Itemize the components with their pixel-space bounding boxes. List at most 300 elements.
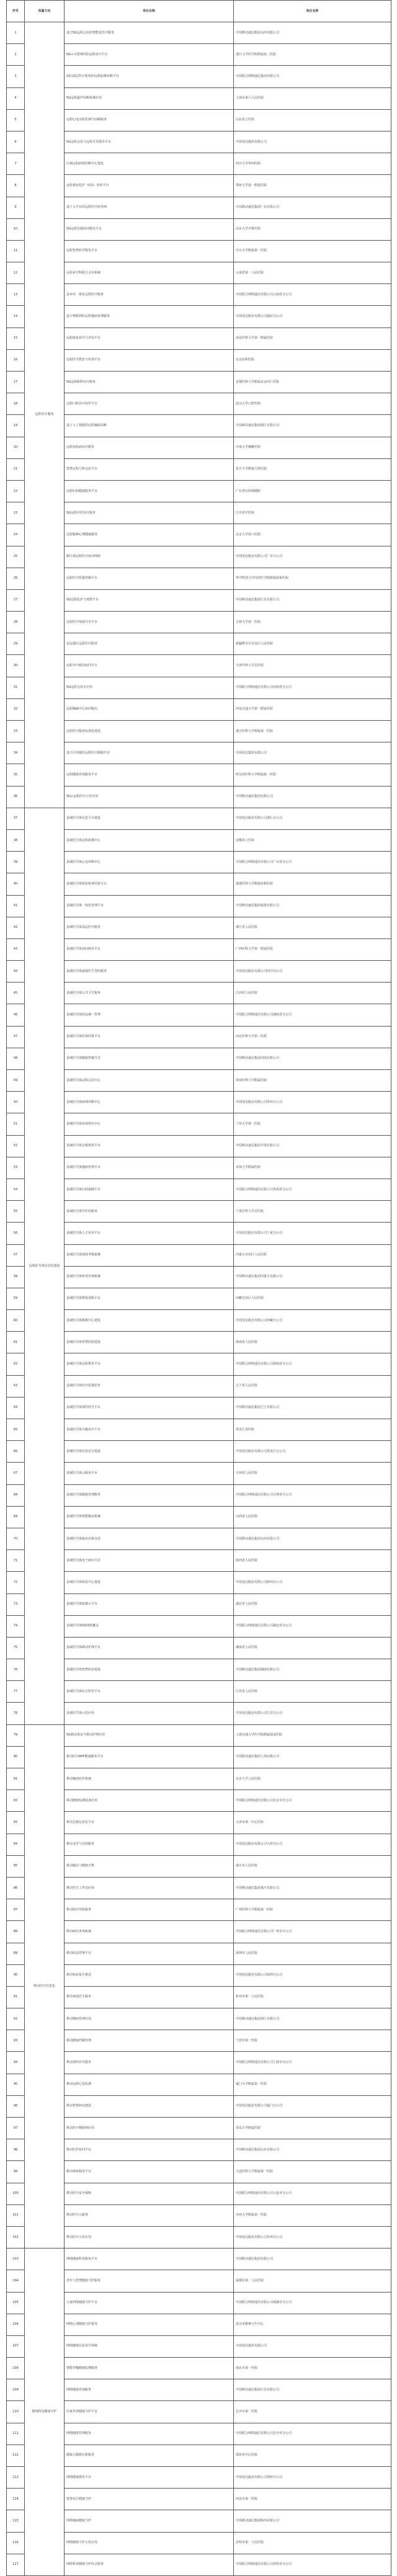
unit-name: 中国电信股份有限公司厦门分公司 [234,2095,391,2117]
table-row [7,480,391,502]
project-name: 远程精神心理健康服务 [65,524,234,546]
row-number: 59 [7,1288,25,1309]
project-name: 远程健康咨询服务平台 [65,764,234,786]
table-row [7,2423,391,2445]
row-number: 43 [7,938,25,960]
row-number: 82 [7,1790,25,1812]
row-number: 33 [7,721,25,742]
table-row [7,1528,391,1549]
unit-name: 湖北省人民医院 [234,1593,391,1615]
row-number: 30 [7,655,25,677]
project-name: 移动远程心电监测 [65,2074,234,2095]
project-name: 县域医共体预约挂号平台 [65,1397,234,1419]
unit-name: 中国电信集团有限公司 [234,2335,391,2357]
row-number: 88 [7,1921,25,1943]
row-number: 93 [7,2030,25,2052]
unit-name: 江苏省人民医院 [234,1681,391,1703]
header-project: 项目名称 [65,1,234,22]
row-number: 34 [7,742,25,764]
project-name: 区域远程病理诊断中心建设 [65,153,234,175]
table-row [7,917,391,938]
row-number: 105 [7,2292,25,2314]
project-name: 远程卒中救治协同平台 [65,655,234,677]
row-number: 17 [7,372,25,393]
table-row [7,372,391,393]
project-name: 县乡村一体化远程医疗服务 [65,284,234,306]
unit-name: 北京大学第六医院 [234,524,391,546]
row-number: 9 [7,197,25,218]
project-name: 县域医共体智能随访系统 [65,1506,234,1528]
header-direction: 所属方向 [25,1,65,22]
table-row [7,1463,391,1484]
unit-name: 中国移动通信集团上海有限公司 [234,1746,391,1768]
project-name: 移动检验报告推送 [65,1964,234,1986]
row-number: 67 [7,1463,25,1484]
unit-name: 中国联合网络通信有限公司昆明市分公司 [234,2554,391,2575]
project-name: 县域医共体消毒供应中心 [65,1113,234,1135]
table-row [7,1681,391,1703]
row-number: 25 [7,546,25,568]
table-row [7,1332,391,1353]
project-name: 县域医共体检验检查结果互认 [65,873,234,895]
row-number: 41 [7,895,25,917]
table-row [7,721,391,742]
project-name: 网络健康科普服务平台 [65,2248,234,2270]
project-name: 基于人工智能的远程辅助诊断 [65,415,234,437]
project-name: 5G远程眼科诊疗服务 [65,372,234,393]
table-row [7,1201,391,1223]
unit-name: 南京市第一医院 [234,2358,391,2379]
table-body [7,22,391,2576]
unit-name: 中国电信股份有限公司广东分公司 [234,546,391,568]
direction-cell: 县域医共体信息化建设 [25,808,65,1724]
row-number: 74 [7,1615,25,1637]
row-number: 66 [7,1441,25,1463]
unit-name: 中国电信股份有限公司陕西分公司 [234,1572,391,1593]
unit-name: 吉林省人民医院 [234,1463,391,1484]
table-row [7,1986,391,2008]
table-row [7,1353,391,1375]
project-name: 县域医共体5G网络覆盖 [65,1615,234,1637]
table-row [7,1266,391,1288]
project-name: 5G移动查房与移动护理应用 [65,1724,234,1746]
project-name: 移动医疗安全保障 [65,2183,234,2204]
row-number: 52 [7,1135,25,1157]
project-name: 远程心电实时监测与诊断服务 [65,109,234,131]
unit-name: 中国联合网络通信有限公司广州市分公司 [234,1921,391,1943]
project-name: 县域医共体心电诊断中心 [65,852,234,873]
unit-name: 郑州大学第一附属医院 [234,175,391,197]
row-number: 101 [7,2204,25,2226]
project-name: 县域医共体综合监管平台 [65,1681,234,1703]
unit-name: 云南省第一人民医院 [234,262,391,284]
unit-name: 中国联合网络通信有限公司云南省分公司 [234,284,391,306]
table-row [7,698,391,720]
project-name: 县域医共体远程教育平台 [65,1353,234,1375]
project-name: 跨区域远程医疗协同网络 [65,546,234,568]
unit-name: 新疆维吾尔自治区人民医院 [234,633,391,655]
unit-name: 陕西省人民医院 [234,1550,391,1572]
project-name: 移动病历查询系统 [65,1921,234,1943]
row-number: 53 [7,1157,25,1179]
unit-name: 西藏自治区人民医院 [234,1288,391,1309]
project-name: 5G+互联网医院远程诊疗平台 [65,44,234,66]
row-number: 58 [7,1266,25,1288]
project-name: 县域医共体信息平台建设 [65,808,234,829]
project-name: 远程口腔诊疗协作平台 [65,393,234,415]
row-number: 90 [7,1964,25,1986]
unit-name: 中国电信股份有限公司江苏分公司 [234,1703,391,1724]
row-number: 116 [7,2532,25,2554]
row-number: 38 [7,829,25,851]
project-name: 基于云平台的远程医疗协作网 [65,197,234,218]
row-number: 8 [7,175,25,197]
project-name: 县域医共体信息安全建设 [65,1441,234,1463]
row-number: 80 [7,1746,25,1768]
table-row [7,1703,391,1724]
project-name: 县域医共体双向转诊平台 [65,938,234,960]
row-number: 71 [7,1550,25,1572]
project-name: 县域医共体药品统一管理 [65,1004,234,1026]
row-number: 22 [7,480,25,502]
project-name: 远程皮肤病诊疗服务 [65,437,234,458]
table-row [7,961,391,983]
table-row [7,1004,391,1026]
table-row [7,1877,391,1899]
table-row [7,1441,391,1463]
unit-name: 西安市第一医院 [234,2489,391,2510]
table-row [7,1724,391,1746]
table-row [7,1921,391,1943]
project-name: 5G远程超声诊断系统应用 [65,87,234,109]
direction-cell: 移动医疗信息化 [25,1724,65,2248]
row-number: 112 [7,2445,25,2466]
unit-name: 福建医科大学附属协和医院 [234,873,391,895]
row-number: 27 [7,589,25,611]
row-number: 42 [7,917,25,938]
unit-name: 天津医科大学总医院 [234,655,391,677]
project-name: 智慧远程儿科会诊平台 [65,458,234,480]
table-row [7,1070,391,1092]
row-number: 50 [7,1092,25,1113]
unit-name: 中国联合网络通信有限公司广东省分公司 [234,852,391,873]
row-number: 49 [7,1070,25,1092]
project-name: 儿童网络健康守护平台 [65,2292,234,2314]
project-name: 移动预约挂号服务 [65,2052,234,2074]
unit-name: 中国电信股份有限公司天津分公司 [234,1834,391,1855]
table-row [7,502,391,524]
row-number: 73 [7,1593,25,1615]
table-row [7,2510,391,2532]
table-row [7,44,391,66]
unit-name: 郑州市中心医院 [234,2445,391,2466]
row-number: 12 [7,262,25,284]
unit-name: 中国联合网络通信有限公司青海省分公司 [234,1179,391,1200]
table-row [7,109,391,131]
project-name: 县域医共体妇幼保健平台 [65,1179,234,1200]
row-number: 95 [7,2074,25,2095]
unit-name: 重庆医科大学附属第一医院 [234,721,391,742]
unit-name: 中国电信股份有限公司湖北分公司 [234,306,391,328]
project-name: 县域医共体健康档案共享 [65,1048,234,1069]
unit-name: 武汉大学口腔医院 [234,393,391,415]
project-name: 网络健康管理服务 [65,2423,234,2445]
unit-name: 中国移动通信集团湖南有限公司 [234,1659,391,1681]
table-row [7,1550,391,1572]
table-row [7,458,391,480]
project-name: 远程医疗资源共享平台 [65,612,234,633]
project-name: 5G远程会诊与远程手术指导平台 [65,131,234,153]
table-row [7,2292,391,2314]
table-row [7,524,391,546]
row-number: 110 [7,2401,25,2423]
project-name: 智能穿戴健康监测服务 [65,2358,234,2379]
table-row [7,284,391,306]
table-row [7,175,391,197]
unit-name: 中国联合网络通信有限公司北京市分公司 [234,1790,391,1812]
project-name: 县域医共体慢病管理平台 [65,1157,234,1179]
table-row [7,218,391,240]
unit-name: 中国移动通信集团甘肃有限公司 [234,1135,391,1157]
project-name: 县域医共体影像云平台 [65,1593,234,1615]
table-header-row [7,1,391,22]
table-row [7,349,391,371]
table-row [7,1113,391,1135]
unit-name: 安徽省立医院 [234,829,391,851]
row-number: 36 [7,786,25,808]
unit-name: 广西医科大学第一附属医院 [234,938,391,960]
table-row [7,873,391,895]
unit-name: 辽宁省人民医院 [234,1375,391,1397]
row-number: 75 [7,1637,25,1659]
project-name: 智慧社区健康守护 [65,2489,234,2510]
table-row [7,1419,391,1441]
table-row [7,1615,391,1637]
row-number: 104 [7,2270,25,2292]
unit-name: 兰州大学第一医院 [234,1113,391,1135]
unit-name: 中国移动通信集团浙江有限公司 [234,415,391,437]
row-number: 3 [7,66,25,87]
unit-name: 天津市第一中心医院 [234,1812,391,1834]
project-name: 网络科技健康守护综合服务 [65,2554,234,2575]
table-row [7,2335,391,2357]
row-number: 63 [7,1375,25,1397]
table-row [7,1026,391,1048]
table-row [7,677,391,698]
row-number: 98 [7,2139,25,2161]
row-number: 103 [7,2248,25,2270]
unit-name: 中国联合网络通信有限公司河南省分公司 [234,677,391,698]
unit-name: 中国电信股份有限公司苏州分公司 [234,2226,391,2248]
unit-name: 北京协和医院 [234,349,391,371]
header-no: 序号 [7,1,25,22]
table-row [7,1834,391,1855]
project-name: 县域医共体中医药服务 [65,1201,234,1223]
row-number: 81 [7,1768,25,1790]
table-row [7,612,391,633]
project-name: 县域医共体基层医疗服务 [65,917,234,938]
table-row [7,2161,391,2183]
project-name: 县域医共体检验中心建设 [65,1572,234,1593]
project-name: 移动家庭医生服务 [65,1986,234,2008]
row-number: 79 [7,1724,25,1746]
row-number: 96 [7,2095,25,2117]
unit-name: 首都医科大学附属北京同仁医院 [234,372,391,393]
unit-name: 中国移动通信集团山西有限公司 [234,22,391,44]
row-number: 85 [7,1855,25,1877]
row-number: 62 [7,1353,25,1375]
row-number: 21 [7,458,25,480]
unit-name: 中国电信股份有限公司郑州分公司 [234,2467,391,2489]
table-row [7,2183,391,2204]
row-number: 87 [7,1899,25,1921]
project-name: 县域医共体智慧医院建设 [65,1332,234,1353]
project-name: 移动医疗物联网应用 [65,2118,234,2139]
table-row [7,786,391,808]
table-row [7,1484,391,1506]
table-row [7,393,391,415]
project-name: 远程多学科联合会诊系统 [65,262,234,284]
row-number: 111 [7,2423,25,2445]
table-row [7,197,391,218]
table-row [7,1157,391,1179]
table-row [7,1943,391,1964]
table-row [7,808,391,829]
table-row [7,1092,391,1113]
table-row [7,1506,391,1528]
unit-name: 北京大学人民医院 [234,1768,391,1790]
row-number: 56 [7,1223,25,1244]
row-number: 97 [7,2118,25,2139]
row-number: 55 [7,1201,25,1223]
table-row [7,87,391,109]
unit-name: 湖南省人民医院 [234,1637,391,1659]
unit-name: 江苏省中医院 [234,502,391,524]
project-name: 网络健康信息安全保障 [65,2335,234,2357]
unit-name: 南京医科大学第一附属医院 [234,328,391,349]
row-number: 39 [7,852,25,873]
project-name: 5G远程监护与预警平台 [65,589,234,611]
project-name: 移动医生工作站应用 [65,1877,234,1899]
unit-name: 中国移动通信集团江苏有限公司 [234,2379,391,2401]
table-row [7,2052,391,2074]
project-name: 县域医共体人才培养平台 [65,1223,234,1244]
project-name: 移动急救信息化平台 [65,1812,234,1834]
project-name: 县域医共体绩效考核系统 [65,1244,234,1266]
unit-name: 武汉市精神卫生中心 [234,2314,391,2335]
unit-name: 广州医科大学附属第一医院 [234,1899,391,1921]
project-name: 移动医疗云服务 [65,2204,234,2226]
unit-name: 江西省人民医院 [234,983,391,1004]
unit-name: 中南大学湘雅医院 [234,437,391,458]
row-number: 61 [7,1332,25,1353]
table-row [7,655,391,677]
project-name: 移动院内导航服务 [65,1899,234,1921]
project-name: 移动智慧病房建设 [65,2095,234,2117]
unit-name: 宁波市第一医院 [234,2030,391,2052]
project-name: 网络心理健康守护服务 [65,2314,234,2335]
row-number: 91 [7,1986,25,2008]
row-number: 113 [7,2467,25,2489]
table-row [7,1223,391,1244]
unit-name: 黑龙江省医院 [234,1419,391,1441]
unit-name: 中国联合网络通信有限公司海南省分公司 [234,1353,391,1375]
unit-name: 海南省人民医院 [234,1332,391,1353]
row-number: 19 [7,415,25,437]
unit-name: 中国移动通信集团广东有限公司 [234,197,391,218]
table-row [7,328,391,349]
project-name: 健康大数据分析服务 [65,2445,234,2466]
row-number: 115 [7,2510,25,2532]
table-row [7,2139,391,2161]
row-number: 10 [7,218,25,240]
row-number: 32 [7,698,25,720]
unit-name: 青岛大学附属医院 [234,2118,391,2139]
row-number: 47 [7,1026,25,1048]
table-row [7,262,391,284]
table-row [7,1397,391,1419]
project-name: 远程康复指导与评估平台 [65,328,234,349]
row-number: 48 [7,1048,25,1069]
direction-cell: 远程医疗服务 [25,22,65,808]
row-number: 65 [7,1419,25,1441]
project-name: 远程医疗质量控制平台 [65,568,234,589]
unit-name: 山西省人民医院 [234,1506,391,1528]
table-row [7,1899,391,1921]
project-name: 县域医共体临床决策支持 [65,1528,234,1549]
row-number: 26 [7,568,25,589]
row-number: 57 [7,1244,25,1266]
unit-name: 中国移动通信集团辽宁有限公司 [234,1397,391,1419]
table-row [7,2095,391,2117]
row-number: 94 [7,2052,25,2074]
unit-name: 中国联合网络通信有限公司吉林省分公司 [234,1484,391,1506]
project-table [6,0,391,2576]
unit-name: 西安交通大学第一附属医院 [234,698,391,720]
table-row [7,1855,391,1877]
row-number: 114 [7,2489,25,2510]
project-name: 基于物联网的远程慢病管理服务 [65,306,234,328]
row-number: 117 [7,2554,25,2575]
unit-name: 中国移动通信集团河南有限公司 [234,1048,391,1069]
unit-name: 上海市第六人民医院 [234,87,391,109]
unit-name: 浙江省人民医院 [234,917,391,938]
project-name: 移动健康档案管理 [65,2030,234,2052]
project-name: 县域医共体急救指挥平台 [65,1135,234,1157]
unit-name: 青海大学附属医院 [234,1157,391,1179]
project-name: 移动慢病管理应用 [65,2008,234,2030]
project-name: 县域医共体云服务平台 [65,1463,234,1484]
table-row [7,2030,391,2052]
unit-name: 宁夏医科大学总医院 [234,1201,391,1223]
row-number: 70 [7,1528,25,1549]
project-name: 基于区块链的远程医疗数据共享 [65,742,234,764]
table-row [7,2358,391,2379]
table-row [7,1637,391,1659]
project-name: 县域医共体健康管理服务 [65,1484,234,1506]
table-row [7,1812,391,1834]
unit-name: 中国移动通信集团江苏有限公司 [234,589,391,611]
row-number: 89 [7,1943,25,1964]
table-row [7,1746,391,1768]
row-number: 15 [7,328,25,349]
project-name: 移动输液监控系统 [65,1768,234,1790]
table-row [7,1048,391,1069]
project-name: 县域医共体分级诊疗平台 [65,1419,234,1441]
row-number: 28 [7,612,25,633]
project-name: 5G+远程医疗示范应用 [65,786,234,808]
unit-name: 中国联合网络通信有限公司湖北省分公司 [234,1615,391,1637]
